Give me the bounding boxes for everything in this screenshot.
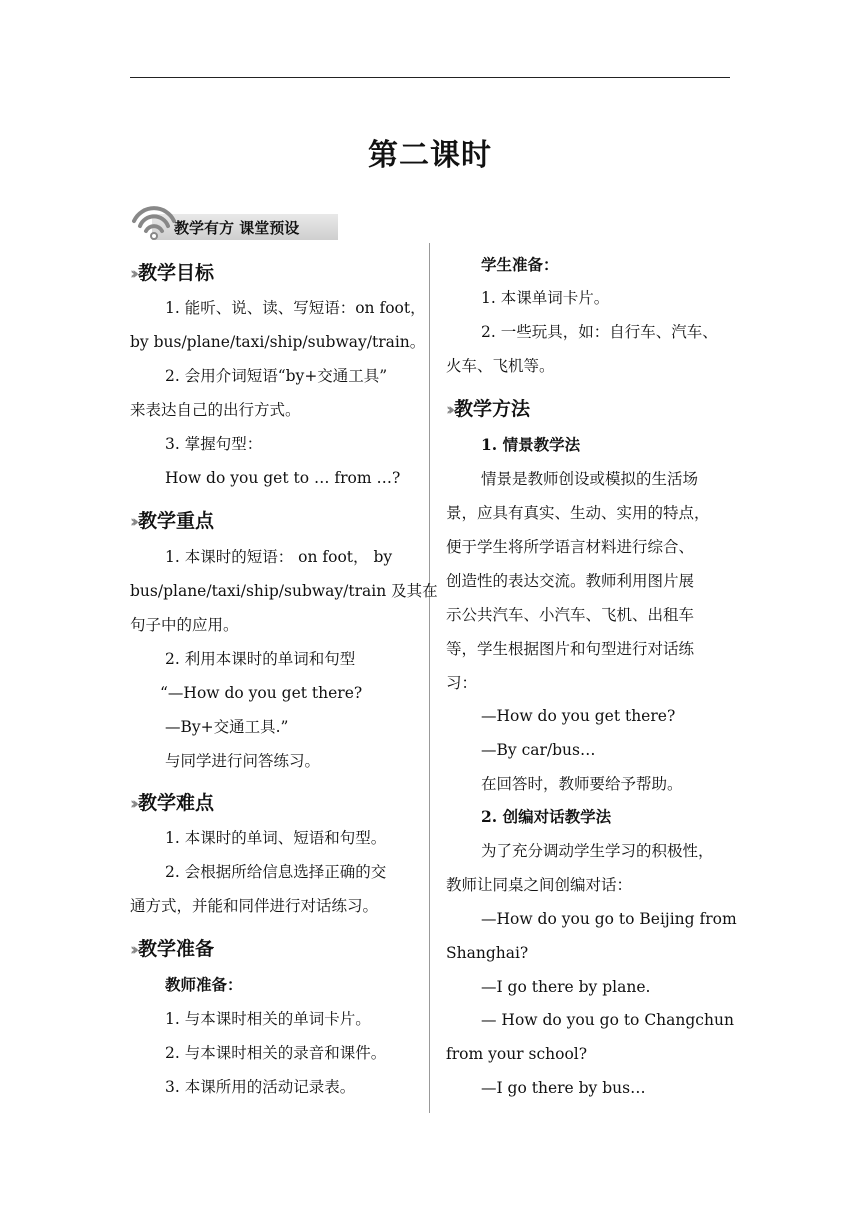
text-line: 便于学生将所学语言材料进行综合、 [446, 538, 695, 556]
text-line: —By car/bus… [481, 741, 596, 759]
chevron-icon: ›› [446, 400, 451, 420]
text-line: 2. 与本课时相关的录音和课件。 [165, 1044, 387, 1062]
text-line: —How do you go to Beijing from [481, 910, 737, 928]
text-line: 通方式，并能和同伴进行对话练习。 [130, 897, 379, 915]
text-line: from your school? [446, 1045, 588, 1063]
text-line: bus/plane/taxi/ship/subway/train 及其在 [130, 582, 438, 600]
text-line: 等，学生根据图片和句型进行对话练 [446, 640, 695, 658]
heading-preparation: ›› 教学准备 [130, 938, 215, 960]
text-line: 3. 本课所用的活动记录表。 [165, 1078, 356, 1096]
text-line: 创造性的表达交流。教师利用图片展 [446, 572, 695, 590]
text-line: 3. 掌握句型： [165, 435, 263, 453]
heading-key-points: ›› 教学重点 [130, 510, 215, 532]
text-line: 与同学进行问答练习。 [165, 752, 321, 770]
text-line: 来表达自己的出行方式。 [130, 401, 301, 419]
text-line: 为了充分调动学生学习的积极性， [481, 842, 714, 860]
text-line: 1. 本课时的单词、短语和句型。 [165, 829, 387, 847]
method-title: 2. 创编对话教学法 [481, 807, 612, 826]
text-line: —I go there by plane. [481, 978, 651, 996]
method-title: 1. 情景教学法 [481, 435, 581, 454]
banner-bar [152, 214, 338, 240]
text-line: — How do you go to Changchun [481, 1011, 734, 1029]
text-line: 示公共汽车、小汽车、飞机、出租车 [446, 606, 695, 624]
chevron-icon: ›› [130, 512, 135, 532]
chevron-icon: ›› [130, 794, 135, 814]
text-line: —I go there by bus… [481, 1079, 646, 1097]
text-line: 在回答时，教师要给予帮助。 [481, 775, 683, 793]
chevron-icon: ›› [130, 264, 135, 284]
heading-difficulties: ›› 教学难点 [130, 792, 215, 814]
wifi-icon [130, 203, 178, 243]
teacher-prep-label: 教师准备： [165, 975, 243, 994]
text-line: 情景是教师创设或模拟的生活场 [481, 470, 699, 488]
text-line: by bus/plane/taxi/ship/subway/train。 [130, 333, 426, 351]
text-line: “—How do you get there? [160, 684, 363, 702]
text-line: 1. 与本课时相关的单词卡片。 [165, 1010, 371, 1028]
student-prep-label: 学生准备： [481, 255, 559, 274]
text-line: Shanghai? [446, 944, 529, 962]
text-line: 习： [446, 674, 478, 692]
text-line: 2. 会用介词短语“by+交通工具” [165, 367, 388, 385]
text-line: 句子中的应用。 [130, 616, 239, 634]
text-line: 2. 会根据所给信息选择正确的交 [165, 863, 387, 881]
text-line: 1. 能听、说、读、写短语：on foot， [165, 299, 426, 317]
banner-label: 教学有方 课堂预设 [174, 219, 300, 237]
section-banner [130, 203, 338, 239]
text-line: 火车、飞机等。 [446, 357, 555, 375]
text-line: How do you get to … from …? [165, 469, 401, 487]
text-line: —By+交通工具.” [165, 718, 289, 736]
text-line: 1. 本课时的短语： on foot， by [165, 548, 393, 566]
top-rule [130, 77, 730, 78]
text-line: 1. 本课单词卡片。 [481, 289, 610, 307]
heading-goals: ›› 教学目标 [130, 262, 215, 284]
text-line: 景，应具有真实、生动、实用的特点， [446, 504, 710, 522]
column-divider [429, 243, 430, 1113]
heading-methods: ›› 教学方法 [446, 398, 531, 420]
chevron-icon: ›› [130, 940, 135, 960]
text-line: —How do you get there? [481, 707, 676, 725]
text-line: 2. 一些玩具，如：自行车、汽车、 [481, 323, 718, 341]
text-line: 2. 利用本课时的单词和句型 [165, 650, 356, 668]
page-title: 第二课时 [368, 138, 492, 173]
text-line: 教师让同桌之间创编对话： [446, 876, 633, 894]
